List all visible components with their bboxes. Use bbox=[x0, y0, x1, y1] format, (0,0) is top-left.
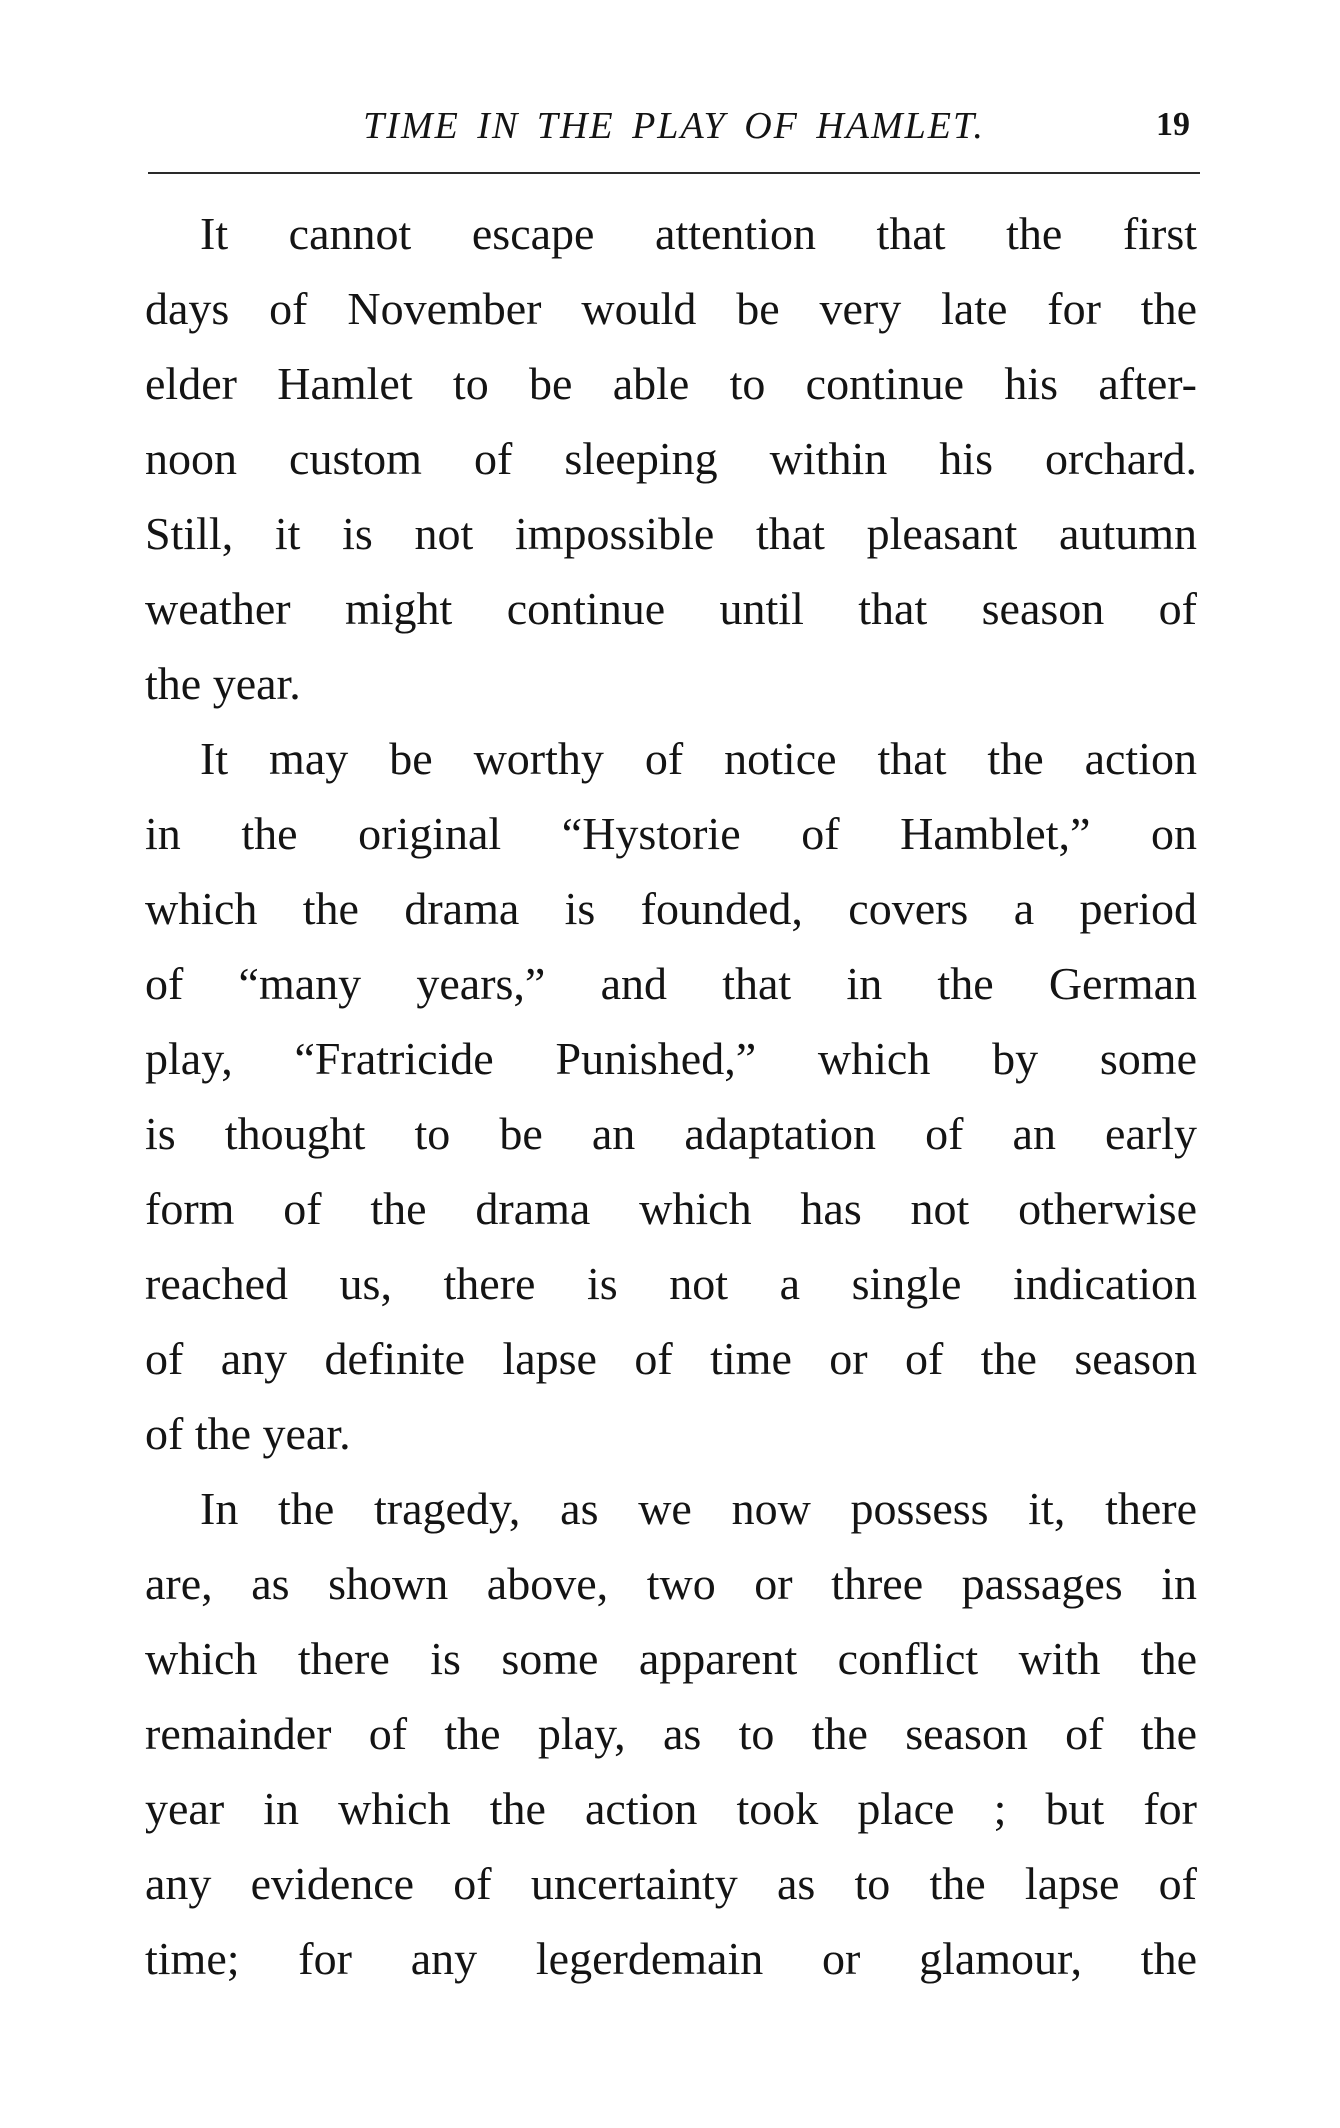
text-line: noon custom of sleeping within his orchard. bbox=[145, 433, 1197, 484]
text-line: Still, it is not impossible that pleasant autumn bbox=[145, 508, 1197, 559]
header-rule bbox=[148, 172, 1200, 174]
text-line: in the original “Hystorie of Hamblet,” on bbox=[145, 808, 1197, 859]
text-line: play, “Fratricide Punished,” which by some bbox=[145, 1033, 1197, 1084]
text-line: weather might continue until that season of bbox=[145, 583, 1197, 634]
text-line: It cannot escape attention that the first bbox=[200, 208, 1197, 259]
text-line: is thought to be an adaptation of an early bbox=[145, 1108, 1197, 1159]
text-line: of the year. bbox=[145, 1408, 351, 1459]
text-line: remainder of the play, as to the season of the bbox=[145, 1708, 1197, 1759]
text-line: days of November would be very late for the bbox=[145, 283, 1197, 334]
text-line: are, as shown above, two or three passages in bbox=[145, 1558, 1197, 1609]
text-line: the year. bbox=[145, 658, 301, 709]
text-line: form of the drama which has not otherwise bbox=[145, 1183, 1197, 1234]
text-line: elder Hamlet to be able to continue his after- bbox=[145, 358, 1197, 409]
text-line: time; for any legerdemain or glamour, the bbox=[145, 1933, 1197, 1984]
text-line: reached us, there is not a single indication bbox=[145, 1258, 1197, 1309]
paragraph bbox=[145, 196, 1197, 721]
running-title: TIME IN THE PLAY OF HAMLET. bbox=[363, 105, 985, 147]
text-line: of any definite lapse of time or of the season bbox=[145, 1333, 1197, 1384]
text-line: of “many years,” and that in the German bbox=[145, 958, 1197, 1009]
running-head bbox=[148, 100, 1200, 160]
text-line: which there is some apparent conflict with the bbox=[145, 1633, 1197, 1684]
body-text bbox=[145, 196, 1197, 1996]
page-number: 19 bbox=[1156, 106, 1190, 143]
text-line: which the drama is founded, covers a period bbox=[145, 883, 1197, 934]
text-line: any evidence of uncertainty as to the lapse of bbox=[145, 1858, 1197, 1909]
paragraph bbox=[145, 721, 1197, 1471]
paragraph bbox=[145, 1471, 1197, 1996]
text-line: It may be worthy of notice that the action bbox=[200, 733, 1197, 784]
text-line: In the tragedy, as we now possess it, there bbox=[200, 1483, 1197, 1534]
text-line: year in which the action took place ; but for bbox=[145, 1783, 1197, 1834]
